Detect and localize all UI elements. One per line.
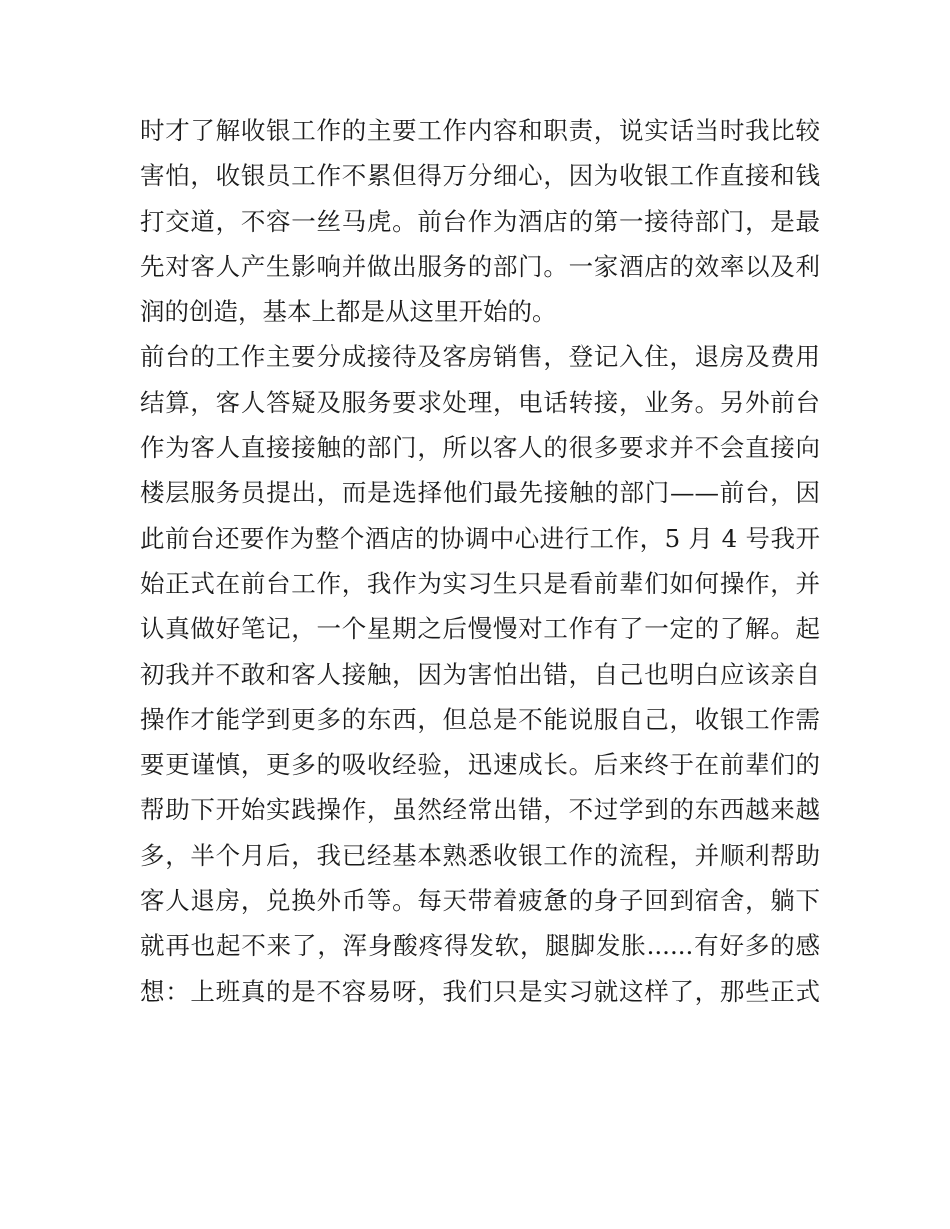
paragraph-1 bbox=[140, 108, 820, 334]
text-line: 打交道，不容一丝马虎。前台作为酒店的第一接待部门，是最 bbox=[140, 206, 820, 236]
text-line: 先对客人产生影响并做出服务的部门。一家酒店的效率以及利 bbox=[140, 251, 820, 281]
text-line: 害怕，收银员工作不累但得万分细心，因为收银工作直接和钱 bbox=[140, 161, 820, 191]
text-line: 初我并不敢和客人接触，因为害怕出错，自己也明白应该亲自 bbox=[140, 659, 820, 689]
text-line: 作为客人直接接触的部门，所以客人的很多要求并不会直接向 bbox=[140, 433, 820, 463]
text-line: 想：上班真的是不容易呀，我们只是实习就这样了，那些正式 bbox=[140, 976, 820, 1006]
text-line: 要更谨慎，更多的吸收经验，迅速成长。后来终于在前辈们的 bbox=[140, 750, 820, 780]
text-line: 此前台还要作为整个酒店的协调中心进行工作，5 月 4 号我开 bbox=[140, 523, 820, 553]
text-line: 润的创造，基本上都是从这里开始的。 bbox=[140, 297, 557, 327]
text-line: 前台的工作主要分成接待及客房销售，登记入住，退房及费用 bbox=[140, 342, 820, 372]
text-line: 时才了解收银工作的主要工作内容和职责，说实话当时我比较 bbox=[140, 116, 820, 145]
text-line: 始正式在前台工作，我作为实习生只是看前辈们如何操作，并 bbox=[140, 568, 820, 598]
text-line: 操作才能学到更多的东西，但总是不能说服自己，收银工作需 bbox=[140, 704, 820, 734]
text-line: 多，半个月后，我已经基本熟悉收银工作的流程，并顺利帮助 bbox=[140, 840, 820, 870]
document-body bbox=[140, 108, 820, 1014]
text-line: 帮助下开始实践操作，虽然经常出错，不过学到的东西越来越 bbox=[140, 795, 820, 825]
text-line: 客人退房，兑换外币等。每天带着疲惫的身子回到宿舍，躺下 bbox=[140, 886, 820, 916]
text-line: 认真做好笔记，一个星期之后慢慢对工作有了一定的了解。起 bbox=[140, 614, 820, 644]
text-line: 楼层服务员提出，而是选择他们最先接触的部门——前台，因 bbox=[140, 478, 820, 508]
paragraph-2 bbox=[140, 334, 820, 1013]
text-line: 结算，客人答疑及服务要求处理，电话转接，业务。另外前台 bbox=[140, 387, 820, 417]
text-line: 就再也起不来了，浑身酸疼得发软，腿脚发胀......有好多的感 bbox=[140, 931, 820, 961]
